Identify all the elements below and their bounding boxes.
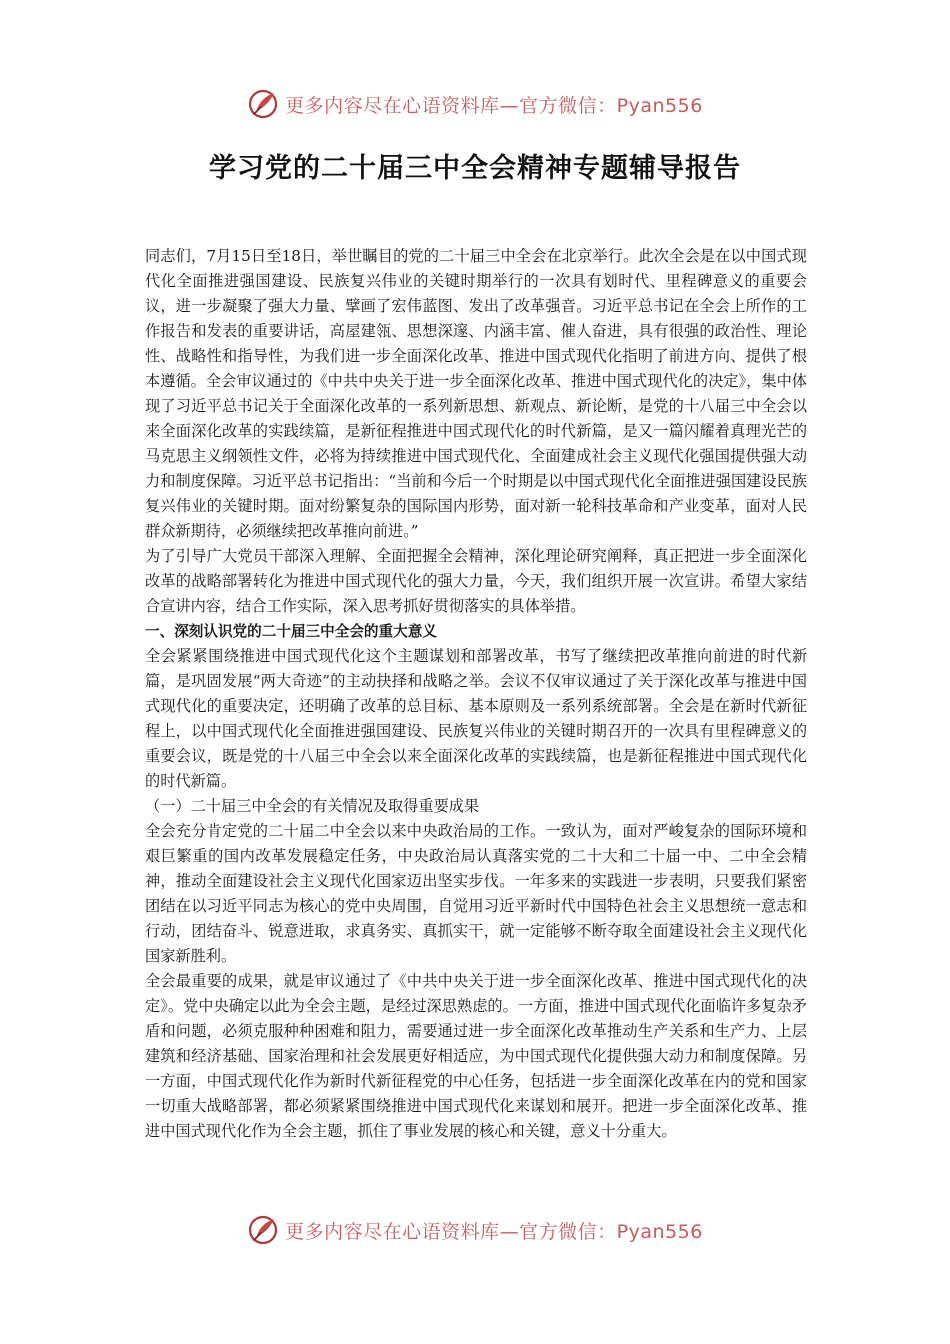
document-body (145, 244, 807, 1144)
watermark-header (0, 84, 950, 124)
section-heading-1: 一、深刻认识党的二十届三中全会的重大意义 (145, 623, 437, 640)
paragraph-subsection1-b: 全会最重要的成果，就是审议通过了《中共中央关于进一步全面深化改革、推进中国式现代化的决定》。党中央确定以此为全会主题，是经过深思熟虑的。一方面，推进中国式现代化面临许多复杂矛盾和问题，必须克服种种困难和阻力，需要通过进一步全面深化改革推动生产关系和生产力、上层建筑和经济基础、国家治理和社会发展更好相适应，为中国式现代化提供强大动力和制度保障。另一方面，中国式现代化作为新时代新征程党的中心任务，包括进一步全面深化改革在内的党和国家一切重大战略部署，都必须紧紧围绕推进中国式现代化来谋划和展开。把进一步全面深化改革、推进中国式现代化作为全会主题，抓住了事业发展的核心和关键，意义十分重大。 (145, 972, 807, 1140)
watermark-text: 更多内容尽在心语资料库—官方微信：Pyan556 (285, 94, 703, 117)
watermark-footer (0, 1210, 950, 1250)
subsection-heading-1: （一）二十届三中全会的有关情况及取得重要成果 (145, 797, 480, 815)
document-title: 学习党的二十届三中全会精神专题辅导报告 (209, 153, 741, 184)
paragraph-purpose: 为了引导广大党员干部深入理解、全面把握全会精神，深化理论研究阐释，真正把进一步全面深化改革的战略部署转化为推进中国式现代化的强大力量，今天，我们组织开展一次宣讲。希望大家结合宣讲内容，结合工作实际，深入思考抓好贯彻落实的具体举措。 (145, 547, 807, 615)
paragraph-intro: 同志们，7月15日至18日，举世瞩目的党的二十届三中全会在北京举行。此次全会是在以中国式现代化全面推进强国建设、民族复兴伟业的关键时期举行的一次具有划时代、里程碑意义的重要会议，进一步凝聚了强大力量、擘画了宏伟蓝图、发出了改革强音。习近平总书记在全会上所作的工作报告和发表的重要讲话，高屋建瓴、思想深邃、内涵丰富、催人奋进，具有很强的政治性、理论性、战略性和指导性，为我们进一步全面深化改革、推进中国式现代化指明了前进方向、提供了根本遵循。全会审议通过的《中共中央关于进一步全面深化改革、推进中国式现代化的决定》，集中体现了习近平总书记关于全面深化改革的一系列新思想、新观点、新论断，是党的十八届三中全会以来全面深化改革的实践续篇，是新征程推进中国式现代化的时代新篇，是又一篇闪耀着真理光芒的马克思主义纲领性文件，必将为持续推进中国式现代化、全面建成社会主义现代化强国提供强大动力和制度保障。习近平总书记指出：“当前和今后一个时期是以中国式现代化全面推进强国建设民族复兴伟业的关键时期。面对纷繁复杂的国际国内形势，面对新一轮科技革命和产业变革，面对人民群众新期待，必须继续把改革推向前进。” (145, 247, 807, 540)
feather-pen-logo-icon (247, 1214, 279, 1246)
paragraph-section1: 全会紧紧围绕推进中国式现代化这个主题谋划和部署改革，书写了继续把改革推向前进的时代新篇，是巩固发展“两大奇迹”的主动抉择和战略之举。会议不仅审议通过了关于深化改革与推进中国式现代化的重要决定，还明确了改革的总目标、基本原则及一系列系统部署。全会是在新时代新征程上，以中国式现代化全面推进强国建设、民族复兴伟业的关键时期召开的一次具有里程碑意义的重要会议，既是党的十八届三中全会以来全面深化改革的实践续篇，也是新征程推进中国式现代化的时代新篇。 (145, 647, 807, 790)
watermark-text: 更多内容尽在心语资料库—官方微信：Pyan556 (285, 1220, 703, 1243)
feather-pen-logo-icon (247, 88, 279, 120)
paragraph-subsection1-a: 全会充分肯定党的二十届二中全会以来中央政治局的工作。一致认为，面对严峻复杂的国际环境和艰巨繁重的国内改革发展稳定任务，中央政治局认真落实党的二十大和二十届一中、二中全会精神，推动全面建设社会主义现代化国家迈出坚实步伐。一年多来的实践进一步表明，只要我们紧密团结在以习近平同志为核心的党中央周围，自觉用习近平新时代中国特色社会主义思想统一意志和行动，团结奋斗、锐意进取，求真务实、真抓实干，就一定能够不断夺取全面建设社会主义现代化国家新胜利。 (145, 822, 807, 965)
